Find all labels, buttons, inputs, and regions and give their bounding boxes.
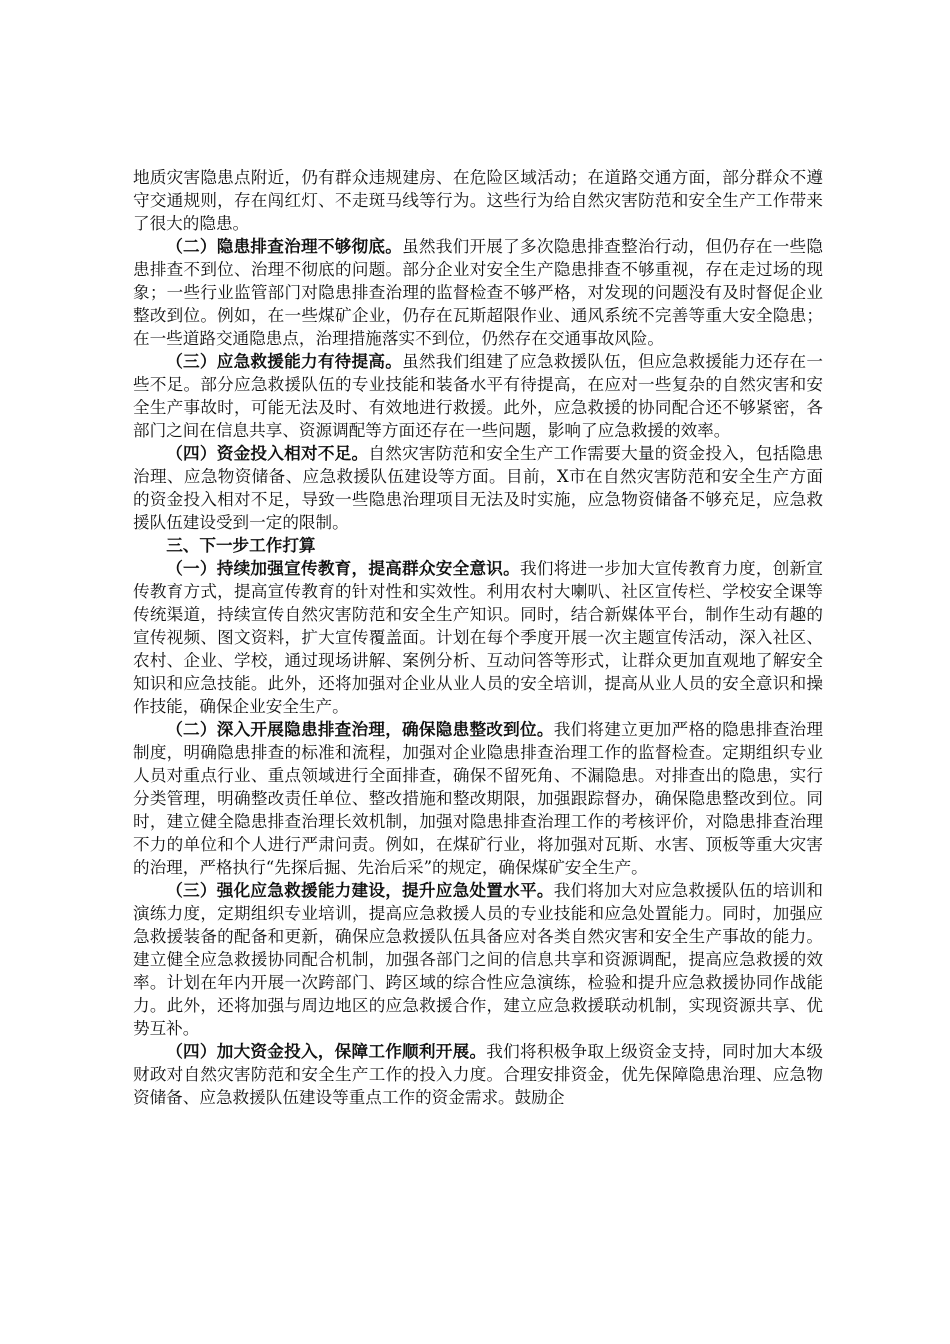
paragraph-body: 地质灾害隐患点附近，仍有群众违规建房、在危险区域活动；在道路交通方面，部分群众不遵守交通规则，存在闯红灯、不走斑马线等行为。这些行为给自然灾害防范和安全生产工作带来了很大的隐患。 (133, 168, 823, 233)
paragraph-heading: （二）隐患排查治理不够彻底。 (166, 236, 403, 256)
paragraph-body: 虽然我们组建了应急救援队伍，但应急救援能力还存在一些不足。部分应急救援队伍的专业技能和装备水平有待提高，在应对一些复杂的自然灾害和安全生产事故时，可能无法及时、有效地进行救援。此外，应急救援的协同配合还不够紧密，各部门之间在信息共享、资源调配等方面还存在一些问题，影响了应急救援的效率。 (133, 352, 824, 440)
document-page (133, 166, 823, 1109)
paragraph-body: 我们将加大对应急救援队伍的培训和演练力度，定期组织专业培训，提高应急救援人员的专业技能和应急处置能力。同时，加强应急救援装备的配备和更新，确保应急救援队伍具备应对各类自然灾害和安全生产事故的能力。建立健全应急救援协同配合机制，加强各部门之间的信息共享和资源调配，提高应急救援的效率。计划在年内开展一次跨部门、跨区域的综合性应急演练，检验和提升应急救援协同作战能力。此外，还将加强与周边地区的应急救援合作，建立应急救援联动机制，实现资源共享、优势互补。 (133, 881, 823, 1038)
paragraph-continuation (133, 166, 823, 235)
paragraph-body: 我们将积极争取上级资金支持，同时加大本级财政对自然灾害防范和安全生产工作的投入力度。合理安排资金，优先保障隐患治理、应急物资储备、应急救援队伍建设等重点工作的资金需求。鼓励企 (133, 1042, 823, 1107)
paragraph-plan-4 (133, 1040, 823, 1109)
paragraph-body: 我们将建立更加严格的隐患排查治理制度，明确隐患排查的标准和流程，加强对企业隐患排查治理工作的监督检查。定期组织专业人员对重点行业、重点领域进行全面排查，确保不留死角、不漏隐患。对排查出的隐患，实行分类管理，明确整改责任单位、整改措施和整改期限，加强跟踪督办，确保隐患整改到位。同时，建立健全隐患排查治理长效机制，加强对隐患排查治理工作的考核评价，对隐患排查治理不力的单位和个人进行严肃问责。例如，在煤矿行业，将加强对瓦斯、水害、顶板等重大灾害的治理，严格执行“先探后掘、先治后采”的规定，确保煤矿安全生产。 (133, 720, 823, 877)
paragraph-heading: （三）强化应急救援能力建设，提升应急处置水平。 (166, 880, 554, 900)
paragraph-heading: （二）深入开展隐患排查治理，确保隐患整改到位。 (166, 719, 554, 739)
paragraph-problem-3 (133, 350, 823, 442)
paragraph-heading: （三）应急救援能力有待提高。 (166, 351, 403, 371)
paragraph-body: 自然灾害防范和安全生产工作需要大量的资金投入，包括隐患治理、应急物资储备、应急救援队伍建设等方面。目前，X市在自然灾害防范和安全生产方面的资金投入相对不足，导致一些隐患治理项目无法及时实施，应急物资储备不够充足，应急救援队伍建设受到一定的限制。 (133, 444, 824, 532)
paragraph-problem-2 (133, 235, 823, 350)
paragraph-plan-3 (133, 879, 823, 1040)
paragraph-body: 我们将进一步加大宣传教育力度，创新宣传教育方式，提高宣传教育的针对性和实效性。利用农村大喇叭、社区宣传栏、学校安全课等传统渠道，持续宣传自然灾害防范和安全生产知识。同时，结合新媒体平台，制作生动有趣的宣传视频、图文资料，扩大宣传覆盖面。计划在每个季度开展一次主题宣传活动，深入社区、农村、企业、学校，通过现场讲解、案例分析、互动问答等形式，让群众更加直观地了解安全知识和应急技能。此外，还将加强对企业从业人员的安全培训，提高从业人员的安全意识和操作技能，确保企业安全生产。 (133, 559, 824, 716)
paragraph-heading: （四）资金投入相对不足。 (166, 443, 369, 463)
paragraph-plan-1 (133, 557, 823, 718)
paragraph-problem-4 (133, 442, 823, 534)
paragraph-body: 虽然我们开展了多次隐患排查整治行动，但仍存在一些隐患排查不到位、治理不彻底的问题。部分企业对安全生产隐患排查不够重视，存在走过场的现象；一些行业监管部门对隐患排查治理的监督检查不够严格，对发现的问题没有及时督促企业整改到位。例如，在一些煤矿企业，仍存在瓦斯超限作业、通风系统不完善等重大安全隐患；在一些道路交通隐患点，治理措施落实不到位，仍然存在交通事故风险。 (133, 237, 824, 348)
section-title: 三、下一步工作打算 (166, 535, 316, 555)
paragraph-heading: （一）持续加强宣传教育，提高群众安全意识。 (166, 558, 520, 578)
paragraph-plan-2 (133, 718, 823, 879)
paragraph-heading: （四）加大资金投入，保障工作顺利开展。 (166, 1041, 487, 1061)
section-heading (133, 534, 823, 557)
